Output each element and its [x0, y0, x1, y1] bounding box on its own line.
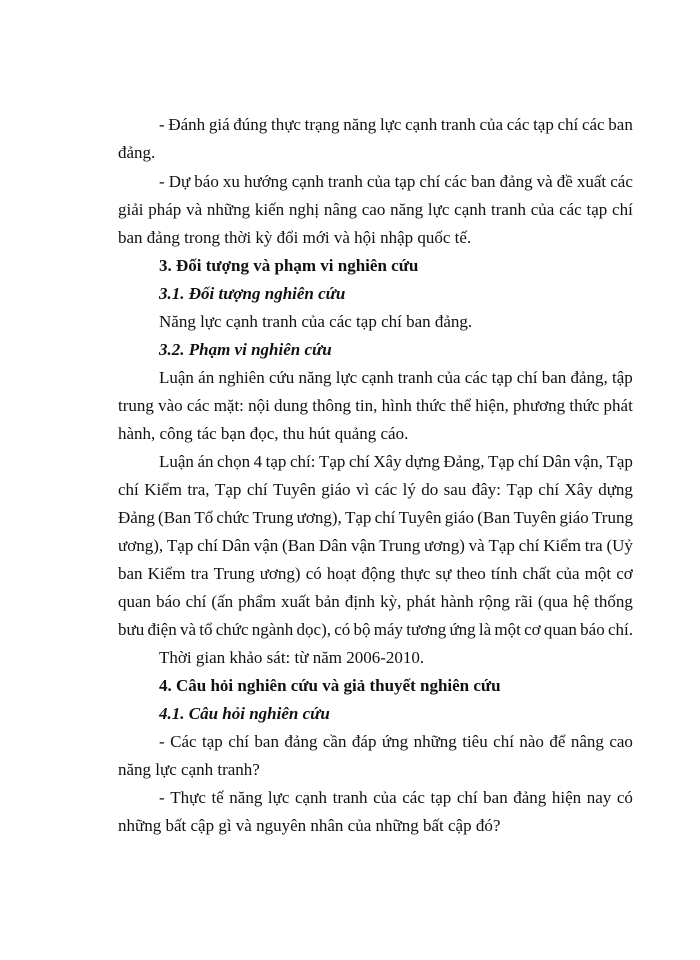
word: nội: [248, 396, 270, 415]
word: chí: [374, 508, 396, 527]
word: -: [159, 732, 165, 751]
word: cần: [322, 732, 347, 751]
word: giá: [208, 115, 230, 134]
word: mặt:: [213, 396, 244, 415]
word: tương: [406, 620, 447, 639]
word: là: [478, 620, 492, 639]
word: nay: [586, 788, 612, 807]
word: để: [549, 732, 566, 751]
word: bưu: [118, 620, 145, 639]
word: án: [198, 368, 215, 387]
word: hành: [440, 592, 474, 611]
word: thống: [594, 592, 633, 611]
word: tranh: [397, 368, 433, 387]
word: cạnh: [454, 200, 487, 219]
paragraph-line: Thời gian khảo sát: từ năm 2006-2010.: [159, 648, 425, 667]
word: các: [506, 115, 530, 134]
word: Trung: [252, 508, 294, 527]
word: giải: [118, 200, 144, 219]
word: (Ban: [282, 536, 316, 555]
word: tế: [211, 788, 224, 807]
word: có: [305, 564, 322, 583]
paragraph-line: Năng lực cạnh tranh của các tạp chí ban đảng.: [159, 312, 473, 331]
word: (Uỷ: [606, 536, 633, 555]
word: Tạp: [319, 452, 346, 471]
word: Luận: [159, 452, 194, 471]
word: tạp: [394, 172, 416, 191]
word: -: [159, 172, 165, 191]
word: chí:: [289, 452, 316, 471]
word: giáo: [444, 508, 474, 527]
word: xu: [222, 172, 240, 191]
word: Dân: [221, 536, 250, 555]
word: lực: [267, 788, 290, 807]
word: nào: [519, 732, 544, 751]
word: chí.: [607, 620, 633, 639]
paragraph-line: [118, 536, 633, 556]
word: ứng: [381, 732, 409, 751]
word: những: [413, 732, 457, 751]
paragraph-line: hành, công tác bạn đọc, thu hút quảng cáo.: [118, 424, 409, 443]
word: chí: [246, 480, 268, 499]
word: đề: [556, 172, 573, 191]
word: tạp: [201, 732, 223, 751]
word: Tuyên: [513, 508, 557, 527]
word: cạnh: [294, 788, 328, 807]
word: tạp: [265, 452, 287, 471]
word: quan: [543, 620, 577, 639]
word: những: [206, 200, 251, 219]
word: của: [366, 172, 391, 191]
word: đáp: [351, 732, 377, 751]
word: Dân: [318, 536, 348, 555]
word: và: [186, 200, 203, 219]
word: chí: [419, 172, 441, 191]
paragraph-line: [118, 508, 633, 528]
word: của: [436, 368, 461, 387]
word: Trung: [592, 508, 633, 527]
word: các: [464, 368, 488, 387]
word: hiện: [551, 788, 582, 807]
word: chí: [557, 115, 579, 134]
word: đây:: [471, 480, 502, 499]
word: ương),: [296, 508, 342, 527]
word: Xây: [564, 480, 593, 499]
word: trung: [118, 396, 154, 415]
word: ương): [259, 564, 301, 583]
word: ngành: [251, 620, 294, 639]
word: của: [530, 200, 555, 219]
word: kỳ,: [380, 592, 402, 611]
word: bản: [315, 592, 340, 611]
word: thực: [400, 564, 431, 583]
word: cao: [361, 200, 386, 219]
word: theo: [456, 564, 486, 583]
word: -: [159, 115, 165, 134]
subsection-heading: 4.1. Câu hỏi nghiên cứu: [159, 704, 330, 723]
word: hệ: [573, 592, 590, 611]
word: chí: [518, 536, 540, 555]
word: phát: [406, 592, 436, 611]
word: chí: [538, 480, 560, 499]
word: năng: [229, 788, 263, 807]
word: tập: [612, 368, 633, 387]
word: pháp: [148, 200, 182, 219]
word: tra,: [187, 480, 210, 499]
word: Tổ: [194, 508, 214, 527]
word: chí: [493, 732, 514, 751]
word: cạnh: [405, 115, 438, 134]
word: năng: [343, 115, 377, 134]
paragraph-line: [118, 480, 633, 500]
word: một: [494, 620, 521, 639]
word: máy: [373, 620, 404, 639]
word: (qua: [537, 592, 569, 611]
word: các: [559, 200, 582, 219]
word: Tạp: [488, 536, 515, 555]
word: ban: [608, 115, 633, 134]
word: vào: [158, 396, 183, 415]
paragraph-line: [118, 564, 633, 584]
word: giáo: [559, 508, 589, 527]
word: phẩm: [238, 592, 276, 611]
word: tính: [490, 564, 518, 583]
word: Tạp: [506, 480, 533, 499]
word: nghiên: [218, 368, 265, 387]
word: cứu: [268, 368, 295, 387]
word: chức: [215, 620, 249, 639]
word: (ấn: [211, 592, 234, 611]
paragraph-line: [118, 620, 633, 640]
word: chí: [228, 732, 249, 751]
word: Tạp: [488, 452, 515, 471]
word: nâng: [570, 732, 604, 751]
word: cơ: [524, 620, 541, 639]
word: có: [334, 620, 351, 639]
word: vận: [350, 536, 376, 555]
word: và: [468, 536, 485, 555]
word: của: [479, 115, 504, 134]
word: của: [555, 564, 580, 583]
word: chọn: [217, 452, 251, 471]
word: 4: [253, 452, 263, 471]
word: cạnh: [291, 172, 324, 191]
word: ban: [470, 172, 496, 191]
word: ban: [483, 788, 508, 807]
section-heading: 3. Đối tượng và phạm vi nghiên cứu: [159, 256, 419, 275]
word: đúng: [233, 115, 268, 134]
word: các: [444, 172, 467, 191]
word: chí: [348, 452, 370, 471]
word: vận,: [574, 452, 603, 471]
word: Đánh: [168, 115, 206, 134]
word: thức: [416, 396, 447, 415]
word: báo: [156, 592, 181, 611]
word: bộ: [353, 620, 371, 639]
word: kiến: [254, 200, 285, 219]
word: phát: [603, 396, 633, 415]
paragraph-line: [159, 788, 633, 808]
word: chí: [517, 452, 539, 471]
word: rãi: [514, 592, 533, 611]
word: của: [373, 788, 397, 807]
word: các: [374, 480, 398, 499]
word: đảng: [499, 172, 533, 191]
word: (Ban: [477, 508, 511, 527]
word: Kiểm: [144, 480, 182, 499]
word: Kiểm: [543, 536, 581, 555]
word: chất: [522, 564, 551, 583]
paragraph-line: đảng.: [118, 143, 156, 162]
word: lực: [379, 115, 402, 134]
word: Trung: [379, 536, 421, 555]
word: tiêu: [462, 732, 488, 751]
word: động: [361, 564, 396, 583]
word: thực: [270, 115, 301, 134]
paragraph-line: [159, 368, 633, 388]
word: trạng: [304, 115, 340, 134]
word: nghị: [288, 200, 320, 219]
word: điện: [147, 620, 177, 639]
word: lực: [427, 200, 450, 219]
word: tạp: [533, 115, 554, 134]
word: quan: [118, 592, 152, 611]
word: ban: [254, 732, 279, 751]
paragraph-line: [159, 172, 633, 192]
section-heading: 4. Câu hỏi nghiên cứu và giả thuyết nghiên cứu: [159, 676, 501, 695]
word: ứng: [449, 620, 476, 639]
word: Dân: [542, 452, 571, 471]
word: tổ: [199, 620, 213, 639]
word: đảng: [284, 732, 318, 751]
subsection-heading: 3.1. Đối tượng nghiên cứu: [159, 284, 346, 303]
word: phương: [512, 396, 566, 415]
word: tạp: [586, 200, 608, 219]
paragraph-line: năng lực cạnh tranh?: [118, 760, 260, 779]
paragraph-line: [159, 452, 633, 472]
word: và: [536, 172, 553, 191]
word: sự: [435, 564, 452, 583]
word: cơ: [616, 564, 633, 583]
subsection-heading: 3.2. Phạm vi nghiên cứu: [159, 340, 332, 359]
word: một: [584, 564, 612, 583]
word: -: [159, 788, 165, 807]
word: vì: [355, 480, 370, 499]
word: án: [197, 452, 214, 471]
word: các: [402, 788, 425, 807]
word: Tạp: [606, 452, 633, 471]
word: sau: [443, 480, 467, 499]
word: dọc),: [296, 620, 332, 639]
paragraph-line: [159, 115, 633, 135]
word: Tuyên: [398, 508, 442, 527]
word: lý: [402, 480, 416, 499]
word: Tuyên: [273, 480, 316, 499]
word: thể: [450, 396, 471, 415]
paragraph-line: [118, 200, 633, 220]
word: đảng: [513, 788, 547, 807]
word: Đảng: [118, 508, 155, 527]
word: lực: [335, 368, 358, 387]
paragraph-line: [159, 732, 633, 752]
word: tra: [584, 536, 603, 555]
word: tranh: [491, 200, 526, 219]
word: năng: [390, 200, 424, 219]
word: vận: [253, 536, 279, 555]
word: ương),: [118, 536, 164, 555]
word: các: [581, 115, 605, 134]
word: chí: [118, 480, 139, 499]
word: hiện,: [475, 396, 509, 415]
word: thông: [312, 396, 351, 415]
word: tạp: [491, 368, 513, 387]
word: hình: [381, 396, 412, 415]
word: Tạp: [344, 508, 372, 527]
word: hoạt: [326, 564, 357, 583]
word: định: [344, 592, 376, 611]
word: chí: [185, 592, 207, 611]
word: do: [421, 480, 439, 499]
word: Trung: [213, 564, 255, 583]
word: ương): [423, 536, 465, 555]
word: cao: [609, 732, 633, 751]
word: xuất: [576, 172, 607, 191]
word: rộng: [478, 592, 510, 611]
word: Dự: [168, 172, 191, 191]
word: đảng,: [570, 368, 608, 387]
word: chí: [456, 788, 478, 807]
word: dung: [274, 396, 309, 415]
word: Các: [170, 732, 197, 751]
word: tranh: [440, 115, 476, 134]
word: tin,: [355, 396, 378, 415]
paragraph-line: những bất cập gì và nguyên nhân của những bất cập đó?: [118, 816, 501, 835]
word: tranh: [327, 172, 363, 191]
word: dựng: [598, 480, 633, 499]
word: cạnh: [361, 368, 394, 387]
word: tra: [190, 564, 209, 583]
word: Luận: [159, 368, 194, 387]
word: (Ban: [158, 508, 192, 527]
paragraph-line: [118, 592, 633, 612]
word: Xây: [373, 452, 402, 471]
word: báo: [580, 620, 605, 639]
word: ban: [541, 368, 567, 387]
word: Đảng,: [443, 452, 485, 471]
word: xuất: [280, 592, 311, 611]
word: có: [616, 788, 633, 807]
word: và: [179, 620, 197, 639]
word: tranh: [332, 788, 368, 807]
word: chí: [516, 368, 538, 387]
word: các: [610, 172, 633, 191]
word: thức: [569, 396, 600, 415]
word: Thực: [170, 788, 206, 807]
word: tạp: [430, 788, 452, 807]
word: năng: [298, 368, 332, 387]
word: Tạp: [214, 480, 242, 499]
word: ban: [118, 564, 143, 583]
word: Tạp: [166, 536, 194, 555]
word: báo: [194, 172, 219, 191]
word: chí: [612, 200, 633, 219]
word: giáo: [321, 480, 351, 499]
word: nâng: [323, 200, 357, 219]
word: hướng: [243, 172, 288, 191]
word: dựng: [405, 452, 440, 471]
word: chức: [216, 508, 250, 527]
paragraph-line: ban đảng trong thời kỳ đổi mới và hội nhập quốc tế.: [118, 228, 472, 247]
paragraph-line: [118, 396, 633, 416]
word: chí: [197, 536, 218, 555]
word: các: [186, 396, 210, 415]
word: Kiểm: [147, 564, 186, 583]
